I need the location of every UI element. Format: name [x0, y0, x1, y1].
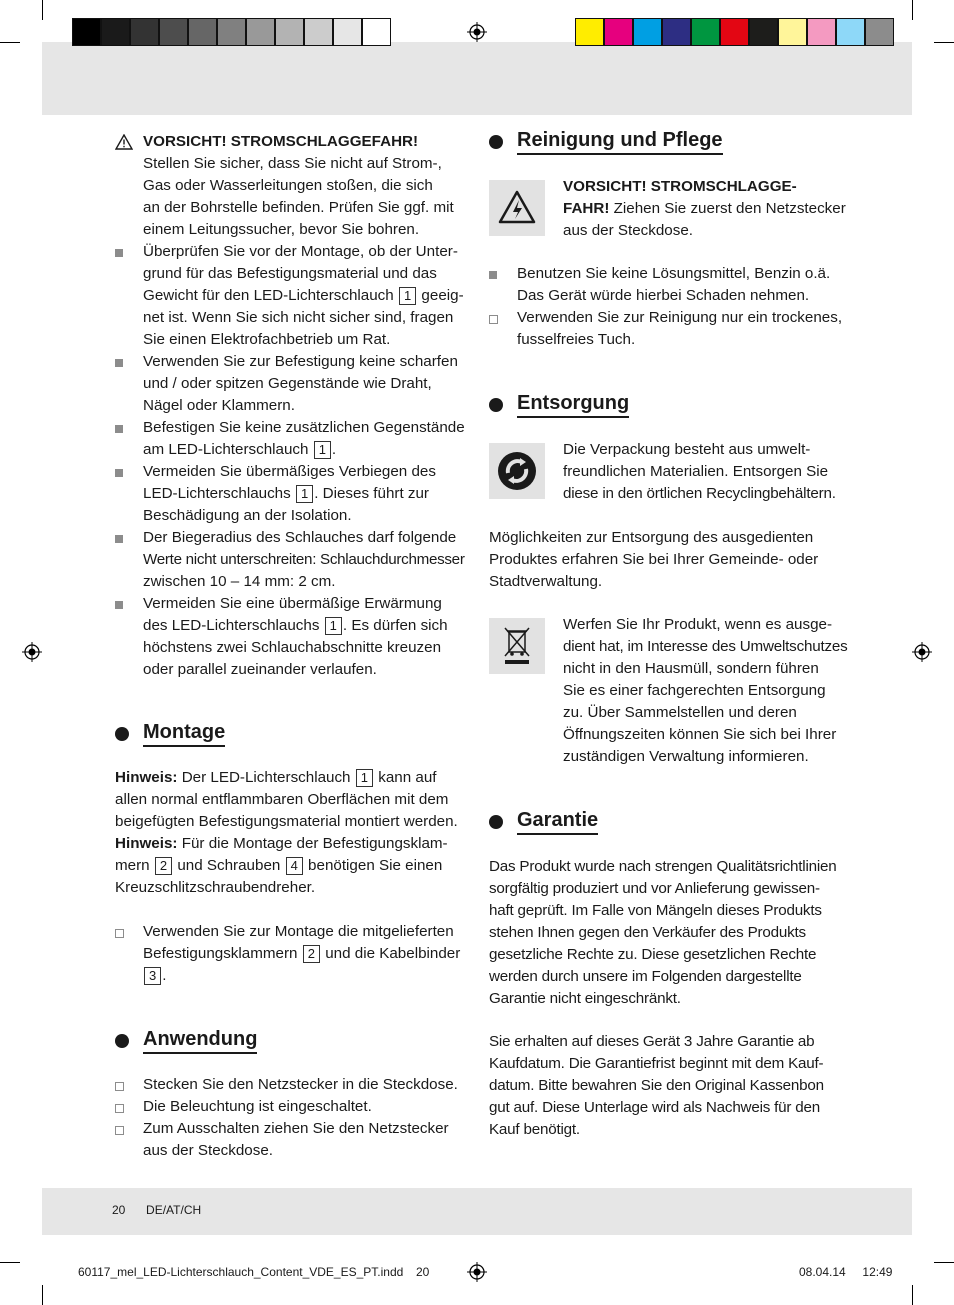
crop-mark: [912, 0, 913, 20]
part-reference: 2: [303, 945, 320, 963]
text-line: zuständigen Verwaltung informieren.: [563, 748, 809, 765]
text-line: [143, 965, 475, 987]
text-span: und Schrauben: [177, 857, 281, 874]
bullet-square-icon: [115, 249, 123, 257]
text-line: Werfen Sie Ihr Produkt, wenn es ausge-: [563, 616, 833, 633]
bullet-square-icon: [115, 469, 123, 477]
registration-mark-icon: [912, 642, 932, 662]
color-swatch: [275, 18, 304, 46]
text-line: [115, 833, 475, 855]
part-reference: 1: [314, 441, 331, 459]
text-line: Das Produkt wurde nach strengen Qualitätsrichtlinien: [489, 858, 837, 875]
section-heading-montage: [115, 720, 225, 747]
text-line: Stecken Sie den Netzstecker in die Steckdose.: [143, 1076, 458, 1093]
warning-title: FAHR!: [563, 200, 610, 217]
text-line: stehen Ihnen gegen den Verkäufer des Produkts: [489, 924, 806, 941]
text-line: [115, 855, 475, 877]
list-item: [115, 417, 475, 461]
list-item: [115, 1118, 475, 1162]
heading-text: Reinigung und Pflege: [517, 128, 723, 155]
color-swatch: [159, 18, 188, 46]
crop-mark: [934, 42, 954, 43]
electric-hazard-icon: [489, 180, 545, 236]
text-line: freundlichen Materialien. Entsorgen Sie: [563, 463, 829, 480]
list-item: [115, 461, 475, 527]
text-line: oder parallel zueinander verlaufen.: [143, 661, 377, 678]
color-swatch: [304, 18, 333, 46]
text-line: [143, 943, 475, 965]
text-line: Kreuzschlitzschraubendreher.: [115, 879, 316, 896]
crop-mark: [42, 0, 43, 20]
text-line: [143, 483, 475, 505]
heading-bullet-icon: [489, 398, 503, 412]
text-line: gesetzliche Rechte zu. Diese gesetzlichen Rechte: [489, 946, 817, 963]
registration-mark-icon: [467, 1262, 487, 1282]
warning-triangle-icon: [115, 131, 129, 158]
header-band: [42, 42, 912, 115]
warning-line: Gas oder Wasserleitungen stoßen, die sich: [143, 177, 433, 194]
list-item: [115, 921, 475, 987]
text-line: aus der Steckdose.: [143, 1142, 274, 1159]
text-line: sorgfältig produziert und vor Anlieferung gewissen-: [489, 880, 820, 897]
registration-mark-icon: [467, 22, 487, 42]
text-span: Befestigungsklammern: [143, 945, 298, 962]
text-line: fusselfreies Tuch.: [517, 331, 636, 348]
print-slug: [78, 1265, 429, 1279]
part-reference: 1: [325, 617, 342, 635]
bullet-square-icon: [115, 359, 123, 367]
crop-mark: [934, 1262, 954, 1263]
list-item: [115, 527, 475, 593]
text-line: Verwenden Sie zur Befestigung keine scharfen: [143, 353, 458, 370]
bullet-square-icon: [115, 535, 123, 543]
text-line: Verwenden Sie zur Reinigung nur ein trockenes,: [517, 309, 843, 326]
step-checkbox-icon: [115, 1126, 124, 1135]
heading-text: Montage: [143, 720, 225, 747]
entsorgung-weee: [563, 614, 853, 768]
text-line: Kauf benötigt.: [489, 1121, 580, 1138]
list-item: [115, 593, 475, 681]
text-span: . Dieses führt zur: [314, 485, 429, 502]
text-line: und / oder spitzen Gegenstände wie Draht,: [143, 375, 432, 392]
entsorgung-packaging: [563, 439, 853, 505]
list-item: [115, 1074, 475, 1096]
section-heading-reinigung: [489, 128, 723, 155]
text-line: [115, 767, 475, 789]
text-line: beigefügten Befestigungsmaterial montiert werden.: [115, 813, 458, 830]
step-checkbox-icon: [115, 1082, 124, 1091]
text-line: Zum Ausschalten ziehen Sie den Netzstecker: [143, 1120, 449, 1137]
gray-color-bar: [72, 18, 391, 46]
part-reference: 1: [296, 485, 313, 503]
part-reference: 3: [144, 967, 161, 985]
color-swatch: [662, 18, 691, 46]
anwendung-steps: [115, 1074, 475, 1162]
warning-line: an der Bohrstelle befinden. Prüfen Sie ggf. mit: [143, 199, 454, 216]
color-swatch: [217, 18, 246, 46]
section-heading-garantie: [489, 808, 598, 835]
heading-bullet-icon: [489, 815, 503, 829]
text-line: Möglichkeiten zur Entsorgung des ausgedienten: [489, 529, 814, 546]
text-line: Überprüfen Sie vor der Montage, ob der Unter-: [143, 243, 458, 260]
text-line: Der Biegeradius des Schlauches darf folgende: [143, 529, 457, 546]
list-item: [115, 241, 475, 351]
heading-text: Anwendung: [143, 1027, 257, 1054]
color-swatch: [575, 18, 604, 46]
list-item: [115, 1096, 475, 1118]
text-line: dient hat, im Interesse des Umweltschutzes: [563, 638, 848, 655]
part-reference: 1: [399, 287, 416, 305]
text-line: werden durch unsere im Folgenden dargestellte: [489, 968, 802, 985]
file-name: 60117_mel_LED-Lichterschlauch_Content_VDE_ES_PT.indd: [78, 1265, 404, 1279]
bullet-square-icon: [489, 271, 497, 279]
text-line: Sie einen Elektrofachbetrieb um Rat.: [143, 331, 391, 348]
color-swatch: [865, 18, 894, 46]
text-line: Garantie nicht eingeschränkt.: [489, 990, 681, 1007]
color-swatch: [188, 18, 217, 46]
warning-block: [115, 131, 475, 241]
text-span: geeig-: [421, 287, 464, 304]
list-item: [489, 263, 854, 307]
page-number: 20: [112, 1203, 126, 1217]
crop-mark: [42, 1285, 43, 1305]
reinigung-list: [489, 263, 854, 351]
text-line: Die Beleuchtung ist eingeschaltet.: [143, 1098, 372, 1115]
text-line: grund für das Befestigungsmaterial und das: [143, 265, 437, 282]
text-line: zu. Über Sammelstellen und deren: [563, 704, 797, 721]
text-span: kann auf: [378, 769, 437, 786]
text-span: Ziehen Sie zuerst den Netzstecker: [613, 200, 846, 217]
text-line: Produktes erfahren Sie bei Ihrer Gemeinde- oder: [489, 551, 819, 568]
print-date: 08.04.14: [799, 1265, 846, 1279]
text-span: des LED-Lichterschlauchs: [143, 617, 320, 634]
text-line: net ist. Wenn Sie sich nicht sicher sind, fragen: [143, 309, 454, 326]
heading-bullet-icon: [115, 1034, 129, 1048]
text-line: gut auf. Diese Unterlage wird als Nachweis für den: [489, 1099, 821, 1116]
region-label: DE/AT/CH: [146, 1203, 202, 1217]
color-swatch: [720, 18, 749, 46]
print-time: 12:49: [862, 1265, 893, 1279]
color-swatch: [604, 18, 633, 46]
part-reference: 1: [356, 769, 373, 787]
warning-title: VORSICHT! STROMSCHLAGGEFAHR!: [143, 133, 419, 150]
warning-title: VORSICHT! STROMSCHLAGGE-: [563, 178, 797, 195]
text-line: Benutzen Sie keine Lösungsmittel, Benzin o.ä.: [517, 265, 831, 282]
text-line: höchstens zwei Schlauchabschnitte kreuzen: [143, 639, 442, 656]
garantie-paragraph-2: [489, 1031, 859, 1141]
section-heading-entsorgung: [489, 391, 629, 418]
crop-mark: [0, 42, 20, 43]
text-span: Für die Montage der Befestigungsklam-: [181, 835, 448, 852]
color-swatch: [246, 18, 275, 46]
warning-line: einem Leitungssucher, bevor Sie bohren.: [143, 221, 420, 238]
registration-mark-icon: [22, 642, 42, 662]
text-span: .: [162, 967, 167, 984]
color-swatch: [362, 18, 391, 46]
color-swatch: [836, 18, 865, 46]
text-line: Vermeiden Sie übermäßiges Verbiegen des: [143, 463, 436, 480]
text-line: zwischen 10 – 14 mm: 2 cm.: [143, 573, 336, 590]
text-span: Der LED-Lichterschlauch: [181, 769, 351, 786]
color-swatch: [130, 18, 159, 46]
bullet-square-icon: [115, 601, 123, 609]
heading-bullet-icon: [489, 135, 503, 149]
left-column: [115, 131, 475, 681]
text-line: [143, 439, 475, 461]
file-page: 20: [416, 1265, 430, 1279]
text-span: benötigen Sie einen: [308, 857, 443, 874]
text-line: Sie erhalten auf dieses Gerät 3 Jahre Garantie ab: [489, 1033, 815, 1050]
color-swatch: [333, 18, 362, 46]
process-color-bar: [575, 18, 894, 46]
reinigung-warning: [563, 176, 853, 242]
section-heading-anwendung: [115, 1027, 257, 1054]
text-line: Verwenden Sie zur Montage die mitgelieferten: [143, 923, 454, 940]
step-checkbox-icon: [115, 929, 124, 938]
list-item: [115, 351, 475, 417]
text-span: und die Kabelbinder: [325, 945, 461, 962]
bullet-square-icon: [115, 425, 123, 433]
warning-line: Stellen Sie sicher, dass Sie nicht auf Strom-,: [143, 155, 442, 172]
color-swatch: [778, 18, 807, 46]
heading-text: Entsorgung: [517, 391, 629, 418]
color-swatch: [101, 18, 130, 46]
text-line: Sie es einer fachgerechten Entsorgung: [563, 682, 826, 699]
list-item: [489, 307, 854, 351]
heading-bullet-icon: [115, 727, 129, 741]
text-span: am LED-Lichterschlauch: [143, 441, 309, 458]
text-span: . Es dürfen sich: [342, 617, 448, 634]
text-line: Werte nicht unterschreiten: Schlauchdurchmesser: [143, 551, 465, 568]
text-line: Das Gerät würde hierbei Schaden nehmen.: [517, 287, 810, 304]
color-swatch: [749, 18, 778, 46]
heading-text: Garantie: [517, 808, 598, 835]
crop-mark: [0, 1262, 20, 1263]
text-span: .: [331, 441, 337, 458]
text-line: [563, 198, 853, 220]
part-reference: 2: [155, 857, 172, 875]
text-span: LED-Lichterschlauchs: [143, 485, 291, 502]
text-line: haft geprüft. Im Falle von Mängeln dieses Produkts: [489, 902, 822, 919]
text-line: [143, 285, 475, 307]
text-line: Stadtverwaltung.: [489, 573, 603, 590]
note-label: Hinweis:: [115, 835, 178, 852]
note-label: Hinweis:: [115, 769, 178, 786]
weee-crossed-bin-icon: [489, 618, 545, 674]
text-line: aus der Steckdose.: [563, 222, 694, 239]
text-line: Öffnungszeiten können Sie sich bei Ihrer: [563, 726, 837, 743]
color-swatch: [691, 18, 720, 46]
part-reference: 4: [286, 857, 303, 875]
crop-mark: [912, 1285, 913, 1305]
text-line: Vermeiden Sie eine übermäßige Erwärmung: [143, 595, 442, 612]
text-line: [143, 615, 475, 637]
page-footer: [112, 1203, 201, 1217]
text-line: nicht in den Hausmüll, sondern führen: [563, 660, 819, 677]
color-swatch: [633, 18, 662, 46]
text-line: datum. Bitte bewahren Sie den Original Kassenbon: [489, 1077, 824, 1094]
text-span: Gewicht für den LED-Lichterschlauch: [143, 287, 394, 304]
print-timestamp: [799, 1265, 892, 1279]
text-line: Befestigen Sie keine zusätzlichen Gegenstände: [143, 419, 465, 436]
step-checkbox-icon: [115, 1104, 124, 1113]
entsorgung-options: [489, 527, 854, 593]
text-line: allen normal entflammbaren Oberflächen mit dem: [115, 791, 449, 808]
text-line: Kaufdatum. Die Garantiefrist beginnt mit dem Kauf-: [489, 1055, 824, 1072]
recycling-green-dot-icon: [489, 443, 545, 499]
text-line: Die Verpackung besteht aus umwelt-: [563, 441, 811, 458]
text-line: Nägel oder Klammern.: [143, 397, 295, 414]
text-span: mern: [115, 857, 150, 874]
text-line: Beschädigung an der Isolation.: [143, 507, 352, 524]
color-swatch: [72, 18, 101, 46]
garantie-paragraph-1: [489, 856, 859, 1010]
step-checkbox-icon: [489, 315, 498, 324]
montage-notes: [115, 767, 475, 899]
color-swatch: [807, 18, 836, 46]
text-line: diese in den örtlichen Recyclingbehältern.: [563, 485, 836, 502]
montage-steps: [115, 921, 475, 987]
